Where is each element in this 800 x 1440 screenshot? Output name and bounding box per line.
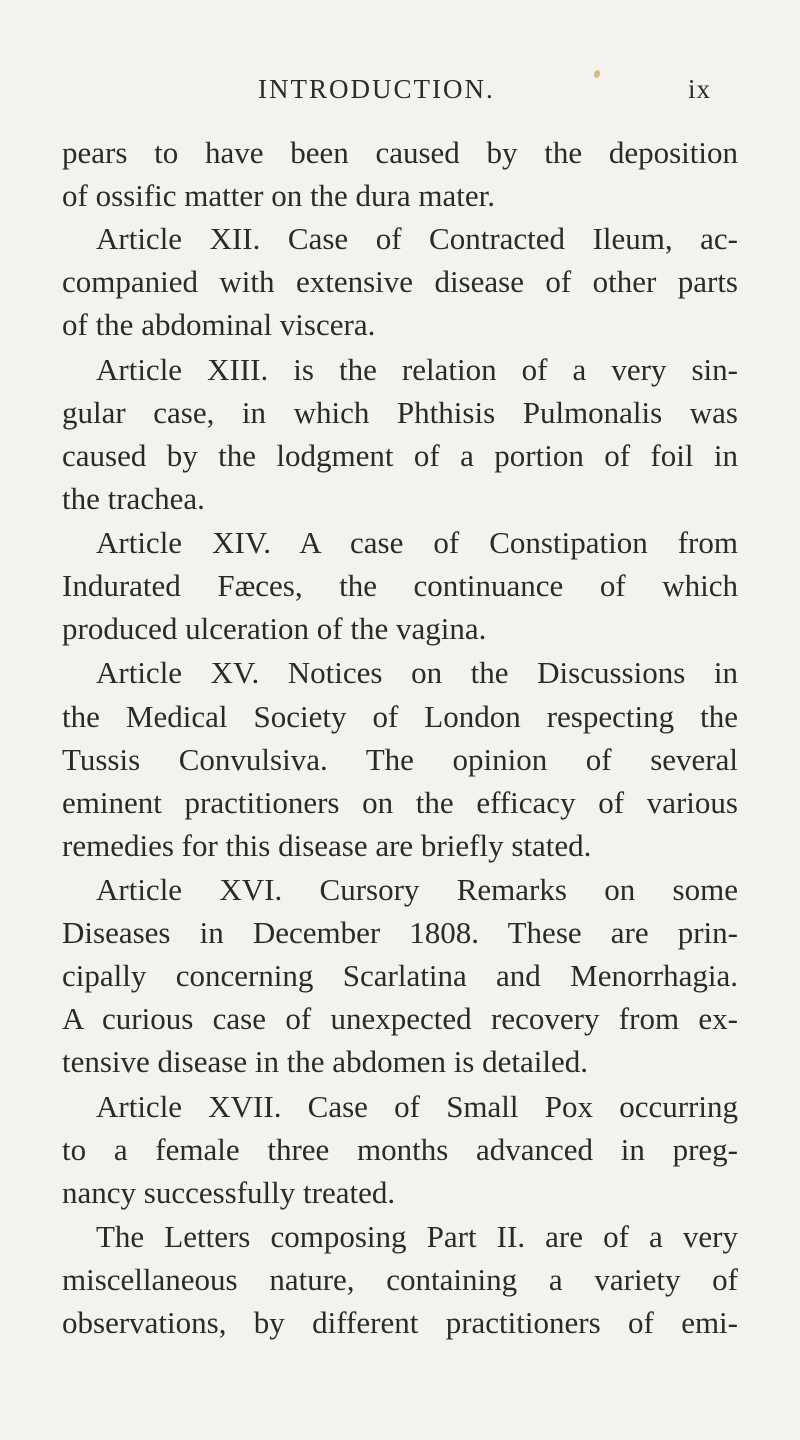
text-line: eminent practitioners on the efficacy of various	[62, 785, 738, 820]
text-line: produced ulceration of the vagina.	[62, 611, 487, 646]
text-line: Article XV. Notices on the Discussions in	[96, 655, 738, 690]
text-line: the trachea.	[62, 481, 205, 516]
text-line: Article XIII. is the relation of a very sin-	[96, 352, 738, 387]
text-line: Article XVI. Cursory Remarks on some	[96, 872, 738, 907]
text-line: to a female three months advanced in preg-	[62, 1132, 738, 1167]
text-line: cipally concerning Scarlatina and Menorrhagia.	[62, 958, 738, 993]
text-line: caused by the lodgment of a portion of foil in	[62, 438, 738, 473]
text-line: nancy successfully treated.	[62, 1175, 396, 1210]
text-line: of ossific matter on the dura mater.	[62, 178, 496, 213]
text-line: tensive disease in the abdomen is detailed.	[62, 1044, 588, 1079]
text-line: pears to have been caused by the deposition	[62, 135, 738, 170]
text-line: gular case, in which Phthisis Pulmonalis was	[62, 395, 738, 430]
text-line: miscellaneous nature, containing a variety of	[62, 1262, 738, 1297]
text-line: of the abdominal viscera.	[62, 307, 376, 342]
text-line: A curious case of unexpected recovery from ex-	[62, 1001, 738, 1036]
text-line: Diseases in December 1808. These are prin-	[62, 915, 738, 950]
page-number: ix	[688, 74, 712, 104]
text-line: Article XVII. Case of Small Pox occurring	[96, 1089, 738, 1124]
text-line: the Medical Society of London respecting the	[62, 699, 738, 734]
text-line: Tussis Convulsiva. The opinion of several	[62, 742, 738, 777]
text-line: The Letters composing Part II. are of a very	[96, 1219, 738, 1254]
text-line: companied with extensive disease of other parts	[62, 264, 738, 299]
text-line: Article XIV. A case of Constipation from	[96, 525, 738, 560]
text-line: remedies for this disease are briefly stated.	[62, 828, 592, 863]
text-line: Article XII. Case of Contracted Ileum, ac-	[96, 221, 738, 256]
text-line: observations, by different practitioners of emi-	[62, 1305, 738, 1340]
running-title: INTRODUCTION.	[258, 74, 495, 104]
text-line: Indurated Fæces, the continuance of which	[62, 568, 738, 603]
